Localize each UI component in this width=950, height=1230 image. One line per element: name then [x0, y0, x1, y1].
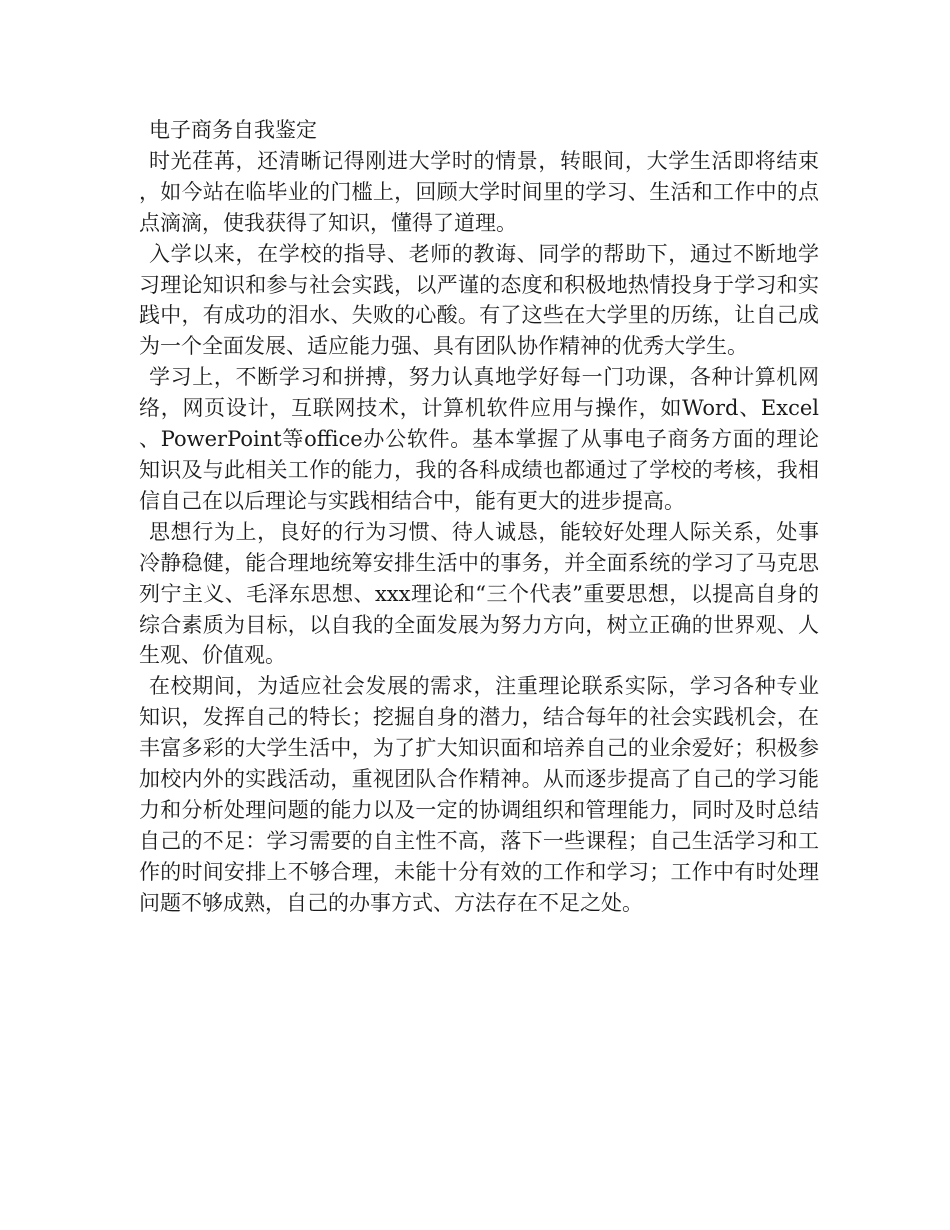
document-title: 电子商务自我鉴定 [149, 118, 317, 142]
paragraph-study: 学习上，不断学习和拼搏，努力认真地学好每一门功课，各种计算机网络，网页设计，互联网技术，计算机软件应用与操作，如Word、Excel、PowerPoint等office办公软件。基本掌握了从事电子商务方面的理论知识及与此相关工作的能力，我的各科成绩也都通过了学校的考核，我相信自己在以后理论与实践相结合中，能有更大的进步提高。 [139, 365, 819, 513]
document-body [139, 115, 819, 919]
paragraph-intro: 时光荏苒，还清晰记得刚进大学时的情景，转眼间，大学生活即将结束，如今站在临毕业的门槛上，回顾大学时间里的学习、生活和工作中的点点滴滴，使我获得了知识，懂得了道理。 [139, 148, 819, 235]
paragraph-since-enrollment: 入学以来，在学校的指导、老师的教诲、同学的帮助下，通过不断地学习理论知识和参与社会实践，以严谨的态度和积极地热情投身于学习和实践中，有成功的泪水、失败的心酸。有了这些在大学里的历练，让自己成为一个全面发展、适应能力强、具有团队协作精神的优秀大学生。 [139, 241, 819, 359]
paragraph-campus-period: 在校期间，为适应社会发展的需求，注重理论联系实际，学习各种专业知识，发挥自己的特长；挖掘自身的潜力，结合每年的社会实践机会，在丰富多彩的大学生活中，为了扩大知识面和培养自己的业余爱好；积极参加校内外的实践活动，重视团队合作精神。从而逐步提高了自己的学习能力和分析处理问题的能力以及一定的协调组织和管理能力，同时及时总结自己的不足：学习需要的自主性不高，落下一些课程；自己生活学习和工作的时间安排上不够合理，未能十分有效的工作和学习；工作中有时处理问题不够成熟，自己的办事方式、方法存在不足之处。 [139, 674, 819, 915]
paragraph-thought-conduct: 思想行为上，良好的行为习惯、待人诚恳，能较好处理人际关系，处事冷静稳健，能合理地统筹安排生活中的事务，并全面系统的学习了马克思列宁主义、毛泽东思想、xxx理论和“三个代表”重要思想，以提高自身的综合素质为目标，以自我的全面发展为努力方向，树立正确的世界观、人生观、价值观。 [139, 519, 819, 668]
